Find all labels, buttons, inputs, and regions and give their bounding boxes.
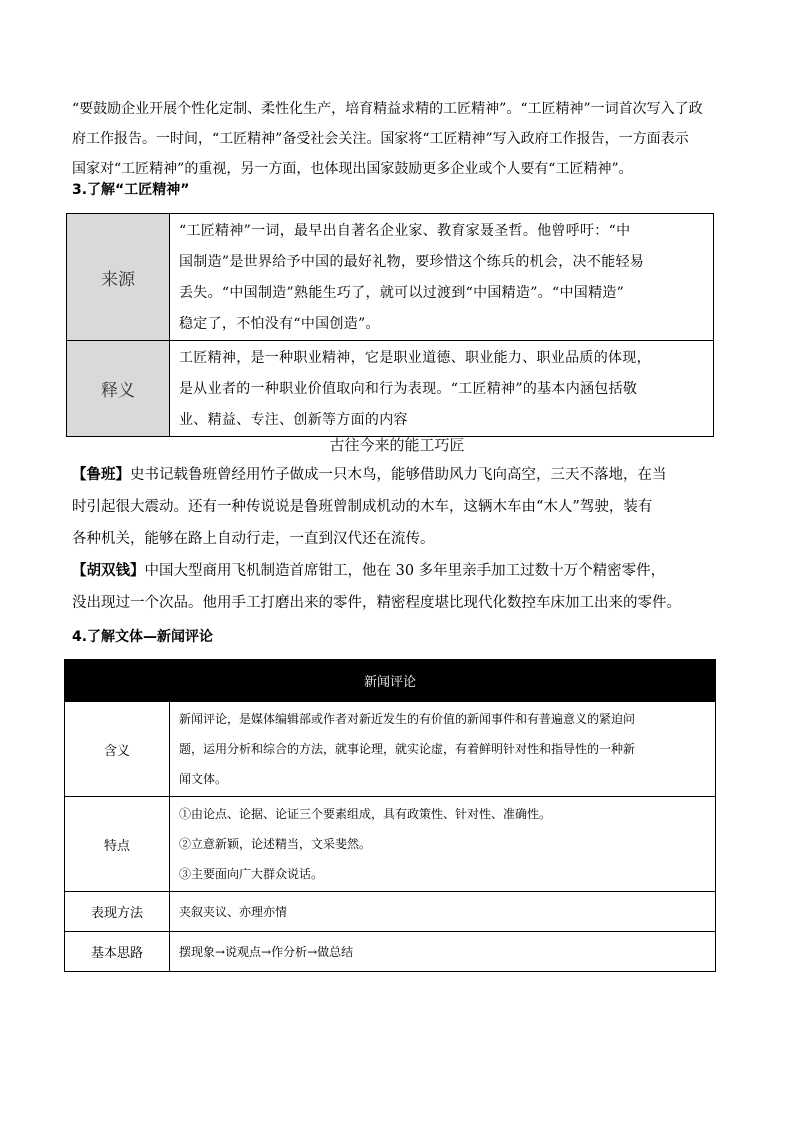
row-label-definition: 含义 — [65, 702, 170, 797]
luban-name: 【鲁班】 — [72, 466, 130, 483]
content-line: 新闻评论，是媒体编辑部或作者对新近发生的有价值的新闻事件和有普遍意义的紧迫问 — [179, 712, 636, 726]
hushuangqian-line — [72, 555, 727, 587]
content-line: 夹叙夹议、亦理亦情 — [179, 904, 288, 919]
content-line: ①由论点、论据、论证三个要素组成，具有政策性、针对性、准确性。 — [179, 807, 552, 821]
content-line: 丢失。“中国制造”熟能生巧了，就可以过渡到“中国精造”。“中国精造” — [179, 285, 625, 301]
row-content-approach — [170, 932, 716, 972]
table-row — [65, 702, 716, 797]
section-heading-craftsman-spirit: 3.了解“工匠精神” — [72, 182, 190, 198]
section-caption: 古往今来的能工巧匠 — [329, 436, 465, 454]
content-line: “工匠精神”一词，最早出自著名企业家、教育家聂圣哲。他曾呼吁：“中 — [179, 223, 631, 239]
intro-line: 国家对“工匠精神”的重视，另一方面，也体现出国家鼓励更多企业或个人要有“工匠精神”。 — [72, 161, 633, 177]
row-content-expression — [170, 892, 716, 932]
hushuangqian-line: 没出现过一个次品。他用手工打磨出来的零件，精密程度堪比现代化数控车床加工出来的零件。 — [72, 595, 681, 611]
intro-line: “要鼓励企业开展个性化定制、柔性化生产，培育精益求精的工匠精神”。“工匠精神”一词首次写入了政 — [72, 101, 703, 117]
luban-line: 各种机关，能够在路上自动行走，一直到汉代还在流传。 — [72, 531, 435, 547]
hushuangqian-name: 【胡双钱】 — [72, 562, 145, 579]
content-line: 摆现象→说观点→作分析→做总结 — [179, 944, 354, 959]
row-label-expression: 表现方法 — [65, 892, 170, 932]
craftsmen-paragraphs — [72, 459, 727, 619]
table-header: 新闻评论 — [65, 660, 716, 702]
luban-line — [72, 459, 727, 491]
table-row — [67, 341, 714, 437]
luban-line: 时引起很大震动。还有一种传说说是鲁班曾制成机动的木车，这辆木车由“木人”驾驶，装有 — [72, 499, 653, 515]
intro-line: 府工作报告。一时间，“工匠精神”备受社会关注。国家将“工匠精神”写入政府工作报告，一方面表示 — [72, 131, 689, 147]
content-line: ②立意新颖，论述精当，文采斐然。 — [179, 837, 372, 851]
content-line: 题，运用分析和综合的方法，就事论理，就实论虚，有着鲜明针对性和指导性的一种新 — [179, 742, 636, 756]
content-line: ③主要面向广大群众说话。 — [179, 867, 324, 881]
row-label-origin: 来源 — [67, 214, 170, 341]
row-label-features: 特点 — [65, 797, 170, 892]
row-content-features — [170, 797, 716, 892]
content-line: 是从业者的一种职业价值取向和行为表现。“工匠精神”的基本内涵包括敬 — [179, 381, 638, 397]
content-line: 稳定了，不怕没有“中国创造”。 — [179, 316, 380, 332]
table-row — [65, 932, 716, 972]
table-row — [65, 892, 716, 932]
row-content-definition — [170, 702, 716, 797]
table-row — [67, 214, 714, 341]
craftsman-spirit-table — [66, 213, 714, 437]
row-content-origin — [170, 214, 714, 341]
row-label-meaning: 释义 — [67, 341, 170, 437]
row-content-meaning — [170, 341, 714, 437]
luban-text: 史书记载鲁班曾经用竹子做成一只木鸟，能够借助风力飞向高空，三天不落地，在当 — [130, 467, 667, 483]
table-row — [65, 797, 716, 892]
news-commentary-table — [64, 659, 716, 972]
section-heading-news-commentary: 4.了解文体—新闻评论 — [72, 629, 214, 645]
table-header-row — [65, 660, 716, 702]
row-label-approach: 基本思路 — [65, 932, 170, 972]
intro-paragraph — [72, 94, 727, 184]
content-line: 业、精益、专注、创新等方面的内容 — [179, 412, 408, 428]
content-line: 闻文体。 — [179, 772, 228, 786]
content-line: 工匠精神，是一种职业精神，它是职业道德、职业能力、职业品质的体现， — [179, 350, 651, 366]
hushuangqian-text: 中国大型商用飞机制造首席钳工，他在 30 多年里亲手加工过数十万个精密零件， — [144, 563, 666, 579]
content-line: 国制造”是世界给予中国的最好礼物，要珍惜这个练兵的机会，决不能轻易 — [179, 254, 645, 270]
